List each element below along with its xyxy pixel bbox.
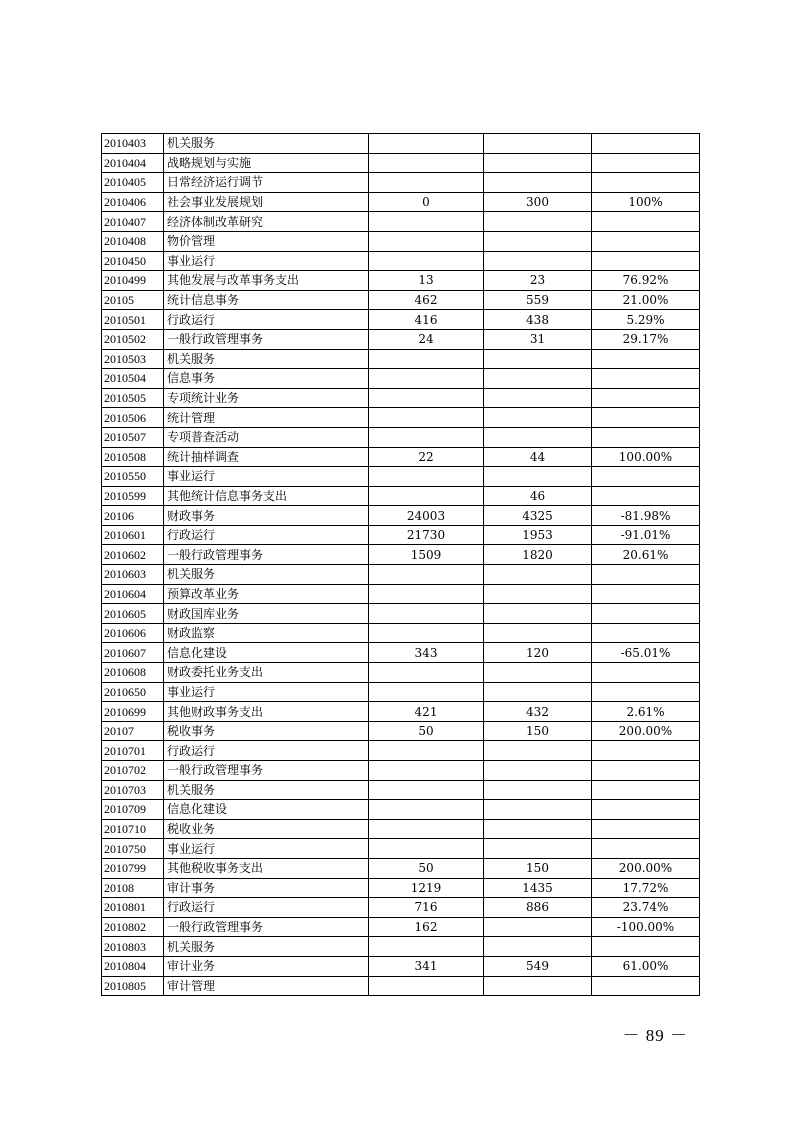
table-row [102, 134, 700, 154]
curr-value-cell: 150 [484, 721, 592, 741]
table-row [102, 525, 700, 545]
table-row [102, 271, 700, 291]
name-cell: 财政委托业务支出 [164, 663, 369, 683]
name-cell: 统计信息事务 [164, 290, 369, 310]
change-pct-cell: 100.00% [592, 447, 700, 467]
prev-value-cell: 24 [369, 329, 484, 349]
change-pct-cell: 200.00% [592, 858, 700, 878]
prev-value-cell: 716 [369, 898, 484, 918]
code-cell: 2010699 [102, 702, 164, 722]
code-cell: 2010499 [102, 271, 164, 291]
prev-value-cell [369, 251, 484, 271]
code-cell: 2010703 [102, 780, 164, 800]
prev-value-cell: 13 [369, 271, 484, 291]
change-pct-cell [592, 369, 700, 389]
curr-value-cell: 44 [484, 447, 592, 467]
curr-value-cell [484, 584, 592, 604]
code-cell: 2010604 [102, 584, 164, 604]
code-cell: 2010608 [102, 663, 164, 683]
table-row [102, 427, 700, 447]
name-cell: 事业运行 [164, 839, 369, 859]
table-row [102, 937, 700, 957]
change-pct-cell: 76.92% [592, 271, 700, 291]
curr-value-cell [484, 663, 592, 683]
name-cell: 一般行政管理事务 [164, 329, 369, 349]
change-pct-cell: 21.00% [592, 290, 700, 310]
change-pct-cell: 2.61% [592, 702, 700, 722]
prev-value-cell [369, 663, 484, 683]
curr-value-cell [484, 134, 592, 154]
table-row [102, 956, 700, 976]
change-pct-cell [592, 584, 700, 604]
name-cell: 战略规划与实施 [164, 153, 369, 173]
change-pct-cell: 200.00% [592, 721, 700, 741]
name-cell: 信息化建设 [164, 800, 369, 820]
change-pct-cell: 61.00% [592, 956, 700, 976]
prev-value-cell [369, 623, 484, 643]
curr-value-cell: 23 [484, 271, 592, 291]
code-cell: 2010508 [102, 447, 164, 467]
name-cell: 机关服务 [164, 349, 369, 369]
table-row [102, 506, 700, 526]
code-cell: 2010607 [102, 643, 164, 663]
name-cell: 税收事务 [164, 721, 369, 741]
curr-value-cell [484, 173, 592, 193]
change-pct-cell [592, 604, 700, 624]
prev-value-cell: 0 [369, 192, 484, 212]
table-row [102, 173, 700, 193]
code-cell: 2010403 [102, 134, 164, 154]
table-row [102, 682, 700, 702]
name-cell: 行政运行 [164, 898, 369, 918]
code-cell: 2010803 [102, 937, 164, 957]
prev-value-cell [369, 682, 484, 702]
curr-value-cell: 438 [484, 310, 592, 330]
table-row [102, 643, 700, 663]
table-row [102, 878, 700, 898]
table-row [102, 604, 700, 624]
table-row [102, 819, 700, 839]
prev-value-cell [369, 173, 484, 193]
name-cell: 预算改革业务 [164, 584, 369, 604]
change-pct-cell: -81.98% [592, 506, 700, 526]
code-cell: 2010710 [102, 819, 164, 839]
change-pct-cell: 29.17% [592, 329, 700, 349]
curr-value-cell [484, 369, 592, 389]
name-cell: 审计事务 [164, 878, 369, 898]
table-row [102, 545, 700, 565]
prev-value-cell: 162 [369, 917, 484, 937]
change-pct-cell [592, 663, 700, 683]
table-row [102, 741, 700, 761]
prev-value-cell: 462 [369, 290, 484, 310]
name-cell: 统计抽样调查 [164, 447, 369, 467]
code-cell: 2010507 [102, 427, 164, 447]
code-cell: 2010605 [102, 604, 164, 624]
name-cell: 社会事业发展规划 [164, 192, 369, 212]
change-pct-cell [592, 486, 700, 506]
name-cell: 其他税收事务支出 [164, 858, 369, 878]
name-cell: 审计管理 [164, 976, 369, 996]
code-cell: 2010501 [102, 310, 164, 330]
curr-value-cell [484, 565, 592, 585]
table-row [102, 898, 700, 918]
prev-value-cell [369, 800, 484, 820]
change-pct-cell [592, 800, 700, 820]
change-pct-cell: -100.00% [592, 917, 700, 937]
curr-value-cell [484, 937, 592, 957]
code-cell: 2010406 [102, 192, 164, 212]
code-cell: 2010505 [102, 388, 164, 408]
change-pct-cell [592, 251, 700, 271]
name-cell: 其他发展与改革事务支出 [164, 271, 369, 291]
code-cell: 2010603 [102, 565, 164, 585]
prev-value-cell [369, 427, 484, 447]
change-pct-cell [592, 427, 700, 447]
page-number: － 89 － [622, 1026, 688, 1045]
code-cell: 2010405 [102, 173, 164, 193]
name-cell: 其他财政事务支出 [164, 702, 369, 722]
prev-value-cell [369, 231, 484, 251]
table-row [102, 447, 700, 467]
prev-value-cell: 50 [369, 721, 484, 741]
name-cell: 机关服务 [164, 937, 369, 957]
name-cell: 事业运行 [164, 251, 369, 271]
change-pct-cell [592, 467, 700, 487]
name-cell: 税收业务 [164, 819, 369, 839]
change-pct-cell [592, 937, 700, 957]
curr-value-cell: 1820 [484, 545, 592, 565]
code-cell: 2010407 [102, 212, 164, 232]
table-row [102, 467, 700, 487]
prev-value-cell [369, 584, 484, 604]
curr-value-cell: 46 [484, 486, 592, 506]
code-cell: 2010606 [102, 623, 164, 643]
prev-value-cell: 24003 [369, 506, 484, 526]
prev-value-cell: 1509 [369, 545, 484, 565]
change-pct-cell [592, 682, 700, 702]
curr-value-cell [484, 212, 592, 232]
name-cell: 一般行政管理事务 [164, 917, 369, 937]
change-pct-cell [592, 173, 700, 193]
curr-value-cell: 1435 [484, 878, 592, 898]
table-row [102, 369, 700, 389]
code-cell: 2010404 [102, 153, 164, 173]
code-cell: 2010503 [102, 349, 164, 369]
prev-value-cell: 21730 [369, 525, 484, 545]
name-cell: 财政监察 [164, 623, 369, 643]
name-cell: 财政事务 [164, 506, 369, 526]
name-cell: 信息化建设 [164, 643, 369, 663]
prev-value-cell: 50 [369, 858, 484, 878]
code-cell: 2010599 [102, 486, 164, 506]
prev-value-cell [369, 349, 484, 369]
change-pct-cell [592, 839, 700, 859]
code-cell: 2010804 [102, 956, 164, 976]
code-cell: 2010701 [102, 741, 164, 761]
code-cell: 2010602 [102, 545, 164, 565]
table-row [102, 192, 700, 212]
change-pct-cell: 23.74% [592, 898, 700, 918]
change-pct-cell [592, 741, 700, 761]
table-row [102, 839, 700, 859]
curr-value-cell [484, 231, 592, 251]
name-cell: 行政运行 [164, 741, 369, 761]
change-pct-cell [592, 349, 700, 369]
prev-value-cell [369, 212, 484, 232]
name-cell: 行政运行 [164, 525, 369, 545]
change-pct-cell [592, 134, 700, 154]
table-row [102, 349, 700, 369]
table-row [102, 976, 700, 996]
name-cell: 行政运行 [164, 310, 369, 330]
curr-value-cell: 300 [484, 192, 592, 212]
name-cell: 一般行政管理事务 [164, 545, 369, 565]
table-row [102, 231, 700, 251]
prev-value-cell [369, 486, 484, 506]
code-cell: 2010601 [102, 525, 164, 545]
prev-value-cell [369, 780, 484, 800]
code-cell: 2010504 [102, 369, 164, 389]
budget-table [101, 133, 700, 996]
table-row [102, 780, 700, 800]
prev-value-cell [369, 153, 484, 173]
prev-value-cell: 343 [369, 643, 484, 663]
change-pct-cell [592, 976, 700, 996]
table-row [102, 800, 700, 820]
code-cell: 2010408 [102, 231, 164, 251]
curr-value-cell [484, 917, 592, 937]
change-pct-cell [592, 761, 700, 781]
prev-value-cell [369, 467, 484, 487]
code-cell: 2010709 [102, 800, 164, 820]
code-cell: 2010506 [102, 408, 164, 428]
table-row [102, 761, 700, 781]
table-row [102, 486, 700, 506]
name-cell: 专项统计业务 [164, 388, 369, 408]
change-pct-cell [592, 819, 700, 839]
name-cell: 物价管理 [164, 231, 369, 251]
curr-value-cell [484, 467, 592, 487]
prev-value-cell: 421 [369, 702, 484, 722]
table-body [102, 134, 700, 996]
prev-value-cell [369, 388, 484, 408]
name-cell: 日常经济运行调节 [164, 173, 369, 193]
name-cell: 事业运行 [164, 682, 369, 702]
table-row [102, 408, 700, 428]
name-cell: 机关服务 [164, 134, 369, 154]
curr-value-cell: 31 [484, 329, 592, 349]
curr-value-cell [484, 780, 592, 800]
name-cell: 统计管理 [164, 408, 369, 428]
curr-value-cell: 1953 [484, 525, 592, 545]
curr-value-cell: 150 [484, 858, 592, 878]
curr-value-cell [484, 839, 592, 859]
change-pct-cell [592, 212, 700, 232]
code-cell: 2010450 [102, 251, 164, 271]
change-pct-cell [592, 565, 700, 585]
change-pct-cell [592, 408, 700, 428]
code-cell: 20108 [102, 878, 164, 898]
table-row [102, 388, 700, 408]
table-row [102, 310, 700, 330]
prev-value-cell: 341 [369, 956, 484, 976]
change-pct-cell [592, 388, 700, 408]
code-cell: 2010802 [102, 917, 164, 937]
name-cell: 财政国库业务 [164, 604, 369, 624]
code-cell: 2010650 [102, 682, 164, 702]
change-pct-cell: 100% [592, 192, 700, 212]
prev-value-cell [369, 976, 484, 996]
table-row [102, 917, 700, 937]
table-row [102, 663, 700, 683]
prev-value-cell [369, 134, 484, 154]
curr-value-cell [484, 800, 592, 820]
table-row [102, 623, 700, 643]
curr-value-cell [484, 349, 592, 369]
curr-value-cell [484, 427, 592, 447]
curr-value-cell [484, 761, 592, 781]
table-row [102, 153, 700, 173]
name-cell: 机关服务 [164, 565, 369, 585]
name-cell: 事业运行 [164, 467, 369, 487]
table-row [102, 584, 700, 604]
code-cell: 20107 [102, 721, 164, 741]
prev-value-cell [369, 604, 484, 624]
change-pct-cell: 5.29% [592, 310, 700, 330]
prev-value-cell [369, 761, 484, 781]
name-cell: 机关服务 [164, 780, 369, 800]
prev-value-cell [369, 565, 484, 585]
curr-value-cell: 432 [484, 702, 592, 722]
code-cell: 20105 [102, 290, 164, 310]
code-cell: 20106 [102, 506, 164, 526]
curr-value-cell [484, 682, 592, 702]
table-row [102, 702, 700, 722]
code-cell: 2010702 [102, 761, 164, 781]
prev-value-cell [369, 839, 484, 859]
table-row [102, 565, 700, 585]
prev-value-cell: 1219 [369, 878, 484, 898]
change-pct-cell [592, 153, 700, 173]
prev-value-cell [369, 408, 484, 428]
name-cell: 专项普查活动 [164, 427, 369, 447]
change-pct-cell: -91.01% [592, 525, 700, 545]
prev-value-cell: 416 [369, 310, 484, 330]
curr-value-cell [484, 251, 592, 271]
prev-value-cell: 22 [369, 447, 484, 467]
curr-value-cell: 549 [484, 956, 592, 976]
curr-value-cell: 886 [484, 898, 592, 918]
code-cell: 2010502 [102, 329, 164, 349]
prev-value-cell [369, 369, 484, 389]
name-cell: 其他统计信息事务支出 [164, 486, 369, 506]
code-cell: 2010801 [102, 898, 164, 918]
curr-value-cell [484, 388, 592, 408]
name-cell: 一般行政管理事务 [164, 761, 369, 781]
curr-value-cell [484, 976, 592, 996]
code-cell: 2010750 [102, 839, 164, 859]
curr-value-cell: 559 [484, 290, 592, 310]
table-row [102, 329, 700, 349]
change-pct-cell [592, 231, 700, 251]
table-row [102, 858, 700, 878]
table-row [102, 290, 700, 310]
prev-value-cell [369, 819, 484, 839]
curr-value-cell [484, 741, 592, 761]
curr-value-cell [484, 604, 592, 624]
curr-value-cell [484, 623, 592, 643]
prev-value-cell [369, 937, 484, 957]
curr-value-cell: 120 [484, 643, 592, 663]
name-cell: 信息事务 [164, 369, 369, 389]
table-row [102, 721, 700, 741]
code-cell: 2010799 [102, 858, 164, 878]
curr-value-cell: 4325 [484, 506, 592, 526]
change-pct-cell [592, 623, 700, 643]
table-row [102, 251, 700, 271]
curr-value-cell [484, 819, 592, 839]
curr-value-cell [484, 408, 592, 428]
code-cell: 2010550 [102, 467, 164, 487]
change-pct-cell: 20.61% [592, 545, 700, 565]
change-pct-cell: 17.72% [592, 878, 700, 898]
curr-value-cell [484, 153, 592, 173]
table-row [102, 212, 700, 232]
name-cell: 审计业务 [164, 956, 369, 976]
change-pct-cell: -65.01% [592, 643, 700, 663]
prev-value-cell [369, 741, 484, 761]
code-cell: 2010805 [102, 976, 164, 996]
name-cell: 经济体制改革研究 [164, 212, 369, 232]
change-pct-cell [592, 780, 700, 800]
